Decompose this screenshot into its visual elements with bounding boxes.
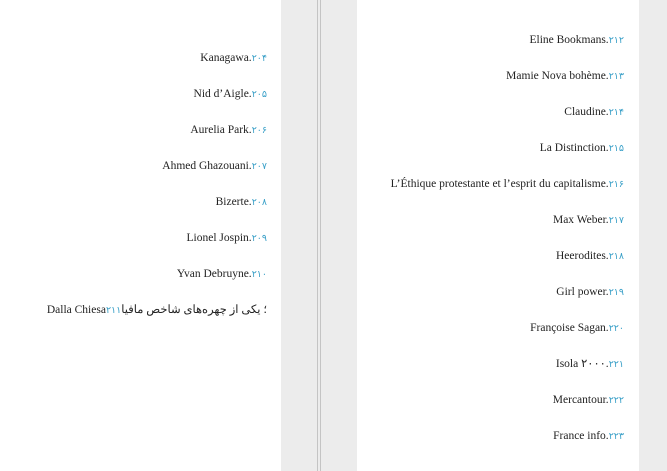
note-number: ۲۲۲ xyxy=(608,396,624,406)
note-number: ۲۰۸ xyxy=(251,198,267,208)
endnote xyxy=(200,51,267,66)
right-page xyxy=(357,0,639,471)
left-page xyxy=(0,0,281,471)
note-text: Isola ۲۰۰۰. xyxy=(555,358,609,370)
endnote xyxy=(540,141,624,156)
note-number: ۲۲۰ xyxy=(608,324,624,334)
note-number: ۲۰۴ xyxy=(251,54,267,64)
endnote xyxy=(553,393,624,408)
endnote xyxy=(190,123,267,138)
note-number: ۲۱۶ xyxy=(608,180,624,190)
note-text: Dalla Chiesa؛ یکی از چهره‌های شاخص مافیا xyxy=(46,304,267,316)
note-text: Mercantour. xyxy=(552,394,609,406)
note-text: France info. xyxy=(553,430,609,442)
endnote xyxy=(187,231,267,246)
note-text: Eline Bookmans. xyxy=(529,34,609,46)
endnote xyxy=(529,33,624,48)
endnote xyxy=(553,429,624,444)
note-number: ۲۱۲ xyxy=(608,36,624,46)
note-number: ۲۱۱ xyxy=(105,306,122,316)
gutter-divider xyxy=(320,0,321,471)
endnote xyxy=(177,267,267,282)
endnote xyxy=(391,177,624,192)
note-number: ۲۱۰ xyxy=(251,270,267,280)
note-number: ۲۲۱ xyxy=(608,360,624,370)
note-text: Françoise Sagan. xyxy=(530,322,609,334)
endnote xyxy=(564,105,624,120)
note-number: ۲۰۹ xyxy=(251,234,267,244)
note-number: ۲۱۷ xyxy=(608,216,624,226)
note-text: Aurelia Park. xyxy=(190,124,252,136)
note-number: ۲۱۳ xyxy=(608,72,624,82)
note-text: Claudine. xyxy=(564,106,609,118)
note-number: ۲۱۸ xyxy=(608,252,624,262)
note-text: La Distinction. xyxy=(539,142,609,154)
note-text: Ahmed Ghazouani. xyxy=(162,160,252,172)
note-number: ۲۰۷ xyxy=(251,162,267,172)
note-text: Max Weber. xyxy=(552,214,609,226)
note-number: ۲۰۵ xyxy=(251,90,267,100)
endnote xyxy=(556,285,624,300)
note-text: Kanagawa. xyxy=(200,52,252,64)
endnote xyxy=(553,213,624,228)
endnote xyxy=(506,69,624,84)
note-text: Bizerte. xyxy=(215,196,252,208)
note-text: Mamie Nova bohème. xyxy=(506,70,609,82)
note-text: Nid d’Aigle. xyxy=(193,88,252,100)
endnote xyxy=(47,303,267,318)
endnote xyxy=(556,249,624,264)
note-number: ۲۱۹ xyxy=(608,288,624,298)
note-number: ۲۱۴ xyxy=(608,108,624,118)
note-number: ۲۰۶ xyxy=(251,126,267,136)
endnote xyxy=(194,87,267,102)
note-text: Yvan Debruyne. xyxy=(176,268,252,280)
note-text: Girl power. xyxy=(556,286,609,298)
endnote xyxy=(162,159,267,174)
gutter-divider xyxy=(317,0,318,471)
note-number: ۲۱۵ xyxy=(608,144,624,154)
note-text: Heerodites. xyxy=(555,250,609,262)
endnote xyxy=(556,357,624,372)
note-text: L’Éthique protestante et l’esprit du capitalisme. xyxy=(390,178,609,190)
endnote xyxy=(530,321,624,336)
note-number: ۲۲۳ xyxy=(608,432,624,442)
note-text: Lionel Jospin. xyxy=(186,232,252,244)
endnote xyxy=(216,195,267,210)
